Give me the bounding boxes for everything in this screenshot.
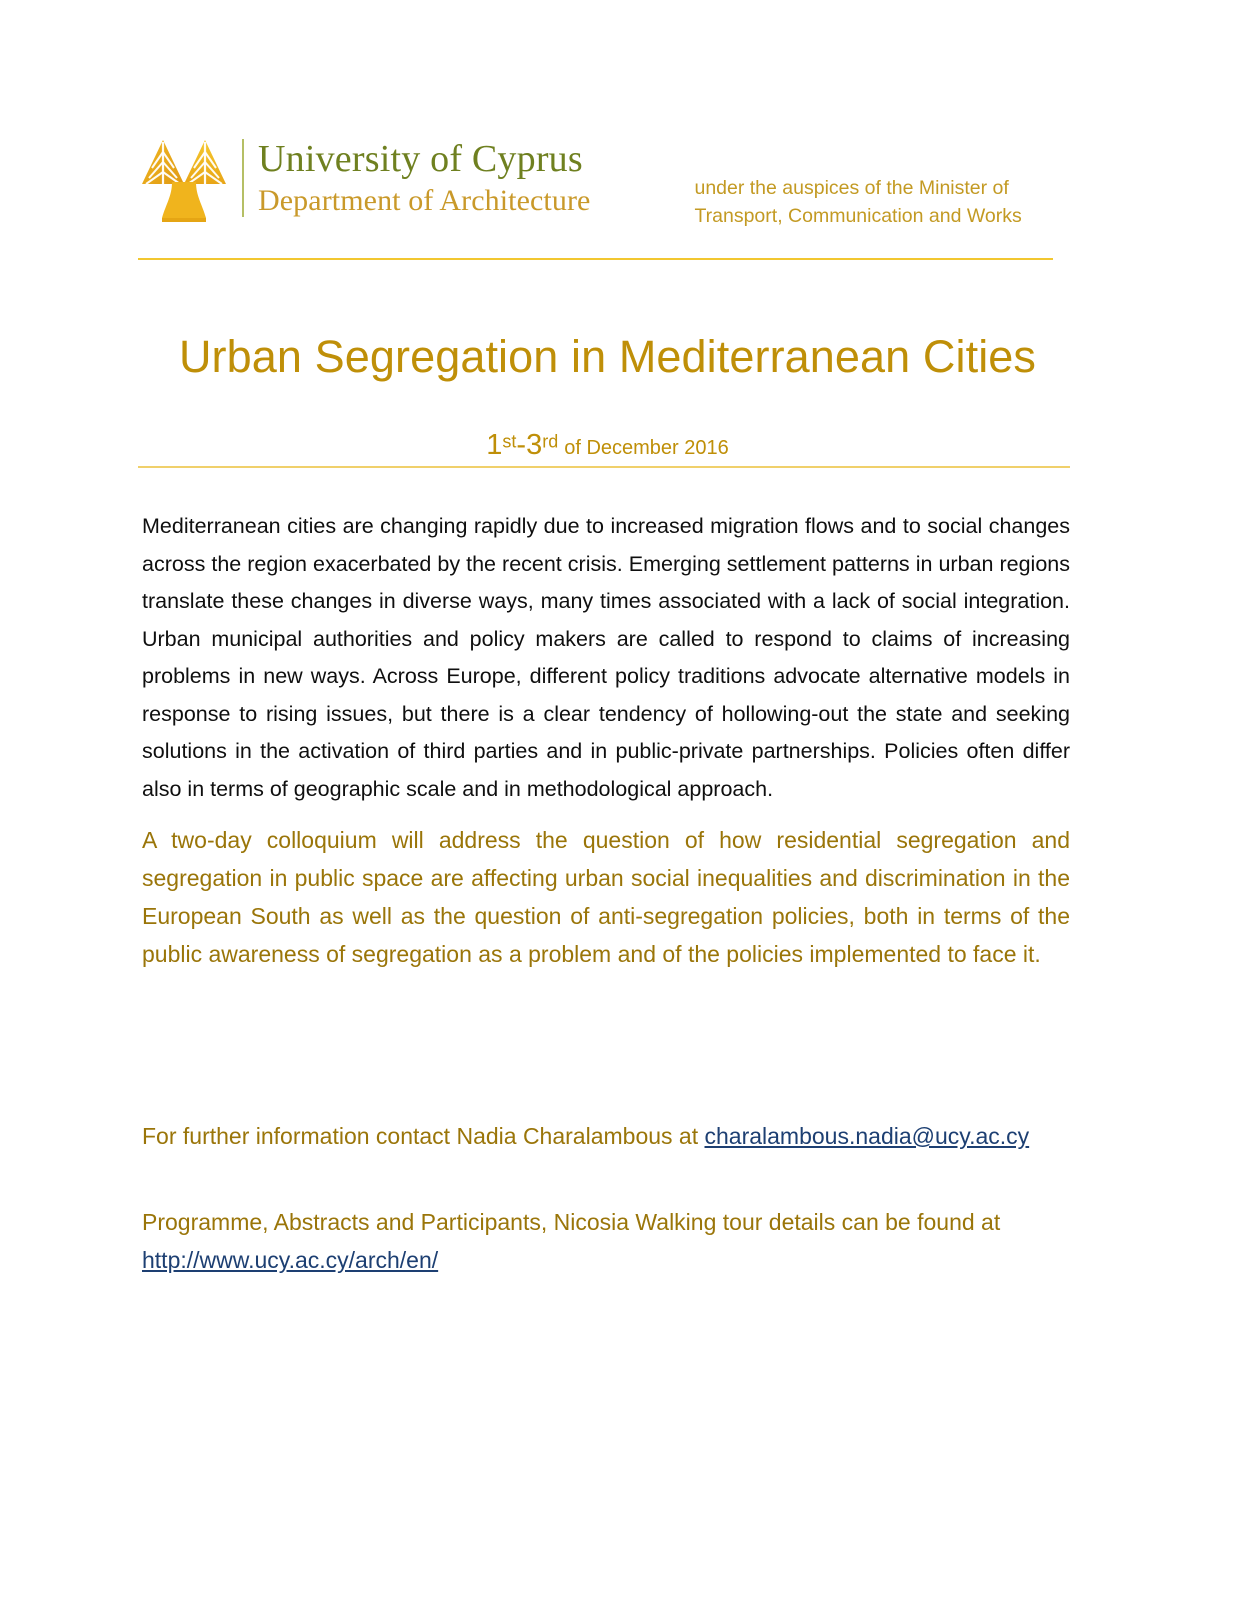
department-name: Department of Architecture [258,184,591,217]
university-logo [138,128,590,224]
programme-website-link[interactable]: http://www.ucy.ac.cy/arch/en/ [142,1247,439,1273]
programme-paragraph [142,1203,1070,1279]
dateline-divider-rule [138,466,1070,468]
date-dash: - [516,429,527,461]
contact-paragraph [142,1117,1070,1155]
auspices-text [694,174,1021,230]
date-month-year: of December 2016 [564,437,729,459]
logo-wordmark [258,133,590,219]
date-day-first: 1 [486,429,503,461]
auspices-line-2: Transport, Communication and Works [694,205,1022,227]
auspices-line-1: under the auspices of the Minister of [694,177,1009,199]
page-title: Urban Segregation in Mediterranean Cities [178,331,1037,382]
date-day-last: 3 [526,429,543,461]
contact-intro-text: For further information contact Nadia Charalambous at [142,1123,699,1149]
event-dateline [0,428,1215,465]
university-name: University of Cyprus [258,138,583,180]
contact-email-link[interactable]: charalambous.nadia@ucy.ac.cy [704,1123,1030,1149]
ucy-tree-logo-icon [138,128,230,224]
colloquium-paragraph: A two-day colloquium will address the question of how residential segregation and segregation in public space are affecting urban social inequalities and discrimination in the European South as well as the question of anti-segregation policies, both in terms of the public awareness of segregation as a problem and of the policies implemented to face it. [142,827,1070,967]
date-day-last-ordinal: rd [542,431,559,452]
logo-vertical-divider [242,139,244,217]
date-day-first-ordinal: st [502,431,517,452]
programme-text: Programme, Abstracts and Participants, Nicosia Walking tour details can be found at [142,1209,1001,1235]
header-divider-rule [138,258,1053,260]
document-header [138,128,1053,240]
intro-paragraph: Mediterranean cities are changing rapidly due to increased migration flows and to social changes across the region exacerbated by the recent crisis. Emerging settlement patterns in urban regions translate these changes in diverse ways, many times associated with a lack of social integration. Urban municipal authorities and policy makers are called to respond to claims of increasing problems in new ways. Across Europe, different policy traditions advocate alternative models in response to rising issues, but there is a clear tendency of hollowing-out the state and seeking solutions in the activation of third parties and in public-private partnerships. Policies often differ also in terms of geographic scale and in methodological approach. [142,514,1070,801]
